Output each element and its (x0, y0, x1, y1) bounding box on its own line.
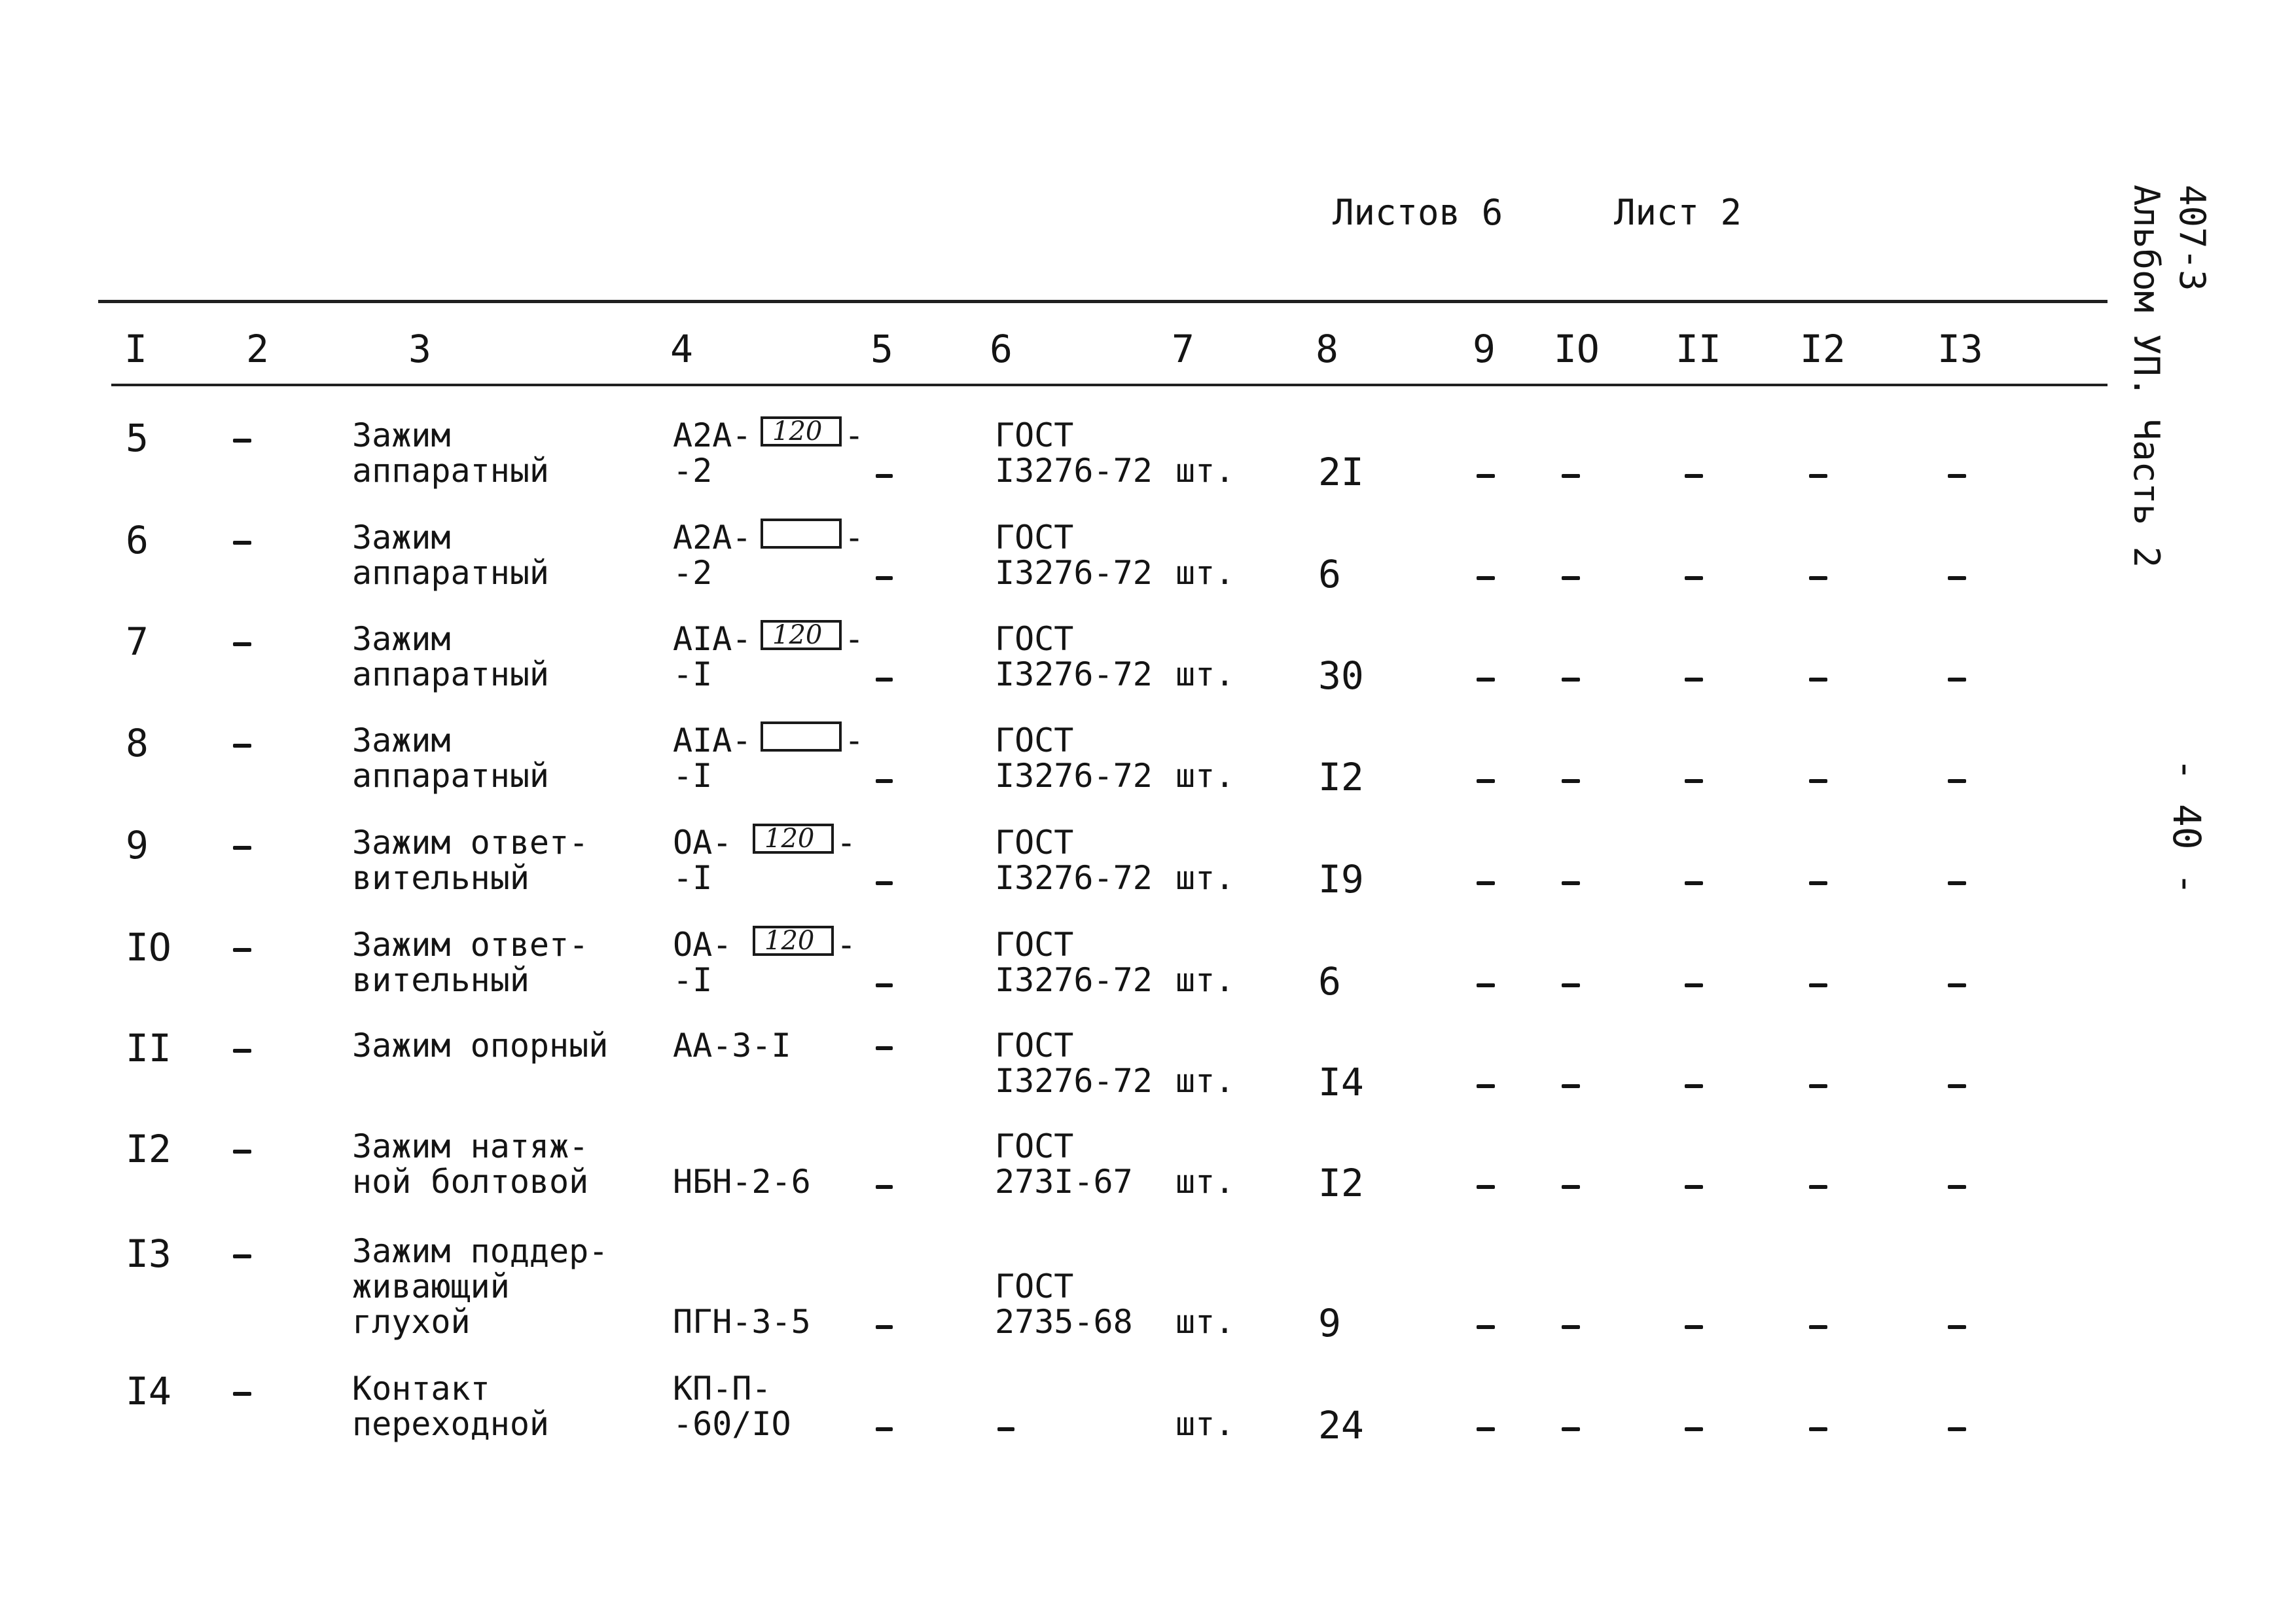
designation-size-box (761, 519, 842, 549)
col10-dash (1562, 576, 1580, 580)
standard-dash (997, 1427, 1014, 1431)
col13-dash (1948, 1325, 1966, 1329)
designation-suffix: - (836, 926, 857, 964)
column-header-10: IO (1554, 327, 1600, 371)
unit-of-measure: шт. (1175, 961, 1235, 999)
col9-dash (1477, 881, 1495, 885)
unit-of-measure: шт. (1175, 1405, 1235, 1443)
designation-suffix: - (836, 824, 857, 862)
designation-prefix: А2А- (673, 519, 752, 556)
standard-line2: I3276-72 (995, 554, 1153, 592)
standard-line1: ГОСТ (995, 926, 1074, 964)
unit-of-measure: шт. (1175, 1163, 1235, 1201)
col10-dash (1562, 678, 1580, 682)
row-position-number: IO (126, 925, 171, 970)
designation-suffix: - (844, 416, 865, 454)
quantity: I2 (1318, 755, 1364, 799)
unit-of-measure: шт. (1175, 554, 1235, 592)
standard-line1: ГОСТ (995, 416, 1074, 454)
standard-line2: 273I-67 (995, 1163, 1133, 1201)
col9-dash (1477, 576, 1495, 580)
col11-dash (1685, 1325, 1703, 1329)
designation-line1: АА-3-I (673, 1027, 791, 1065)
col5-dash (876, 1325, 893, 1329)
standard-line2: I3276-72 (995, 757, 1153, 795)
item-name-line1: Зажим (352, 416, 451, 454)
col13-dash (1948, 983, 1966, 987)
unit-of-measure: шт. (1175, 859, 1235, 897)
standard-line2: I3276-72 (995, 859, 1153, 897)
column-header-2: 2 (246, 327, 269, 371)
row-position-number: I4 (126, 1369, 171, 1413)
row-position-number: 9 (126, 823, 149, 867)
column-header-13: I3 (1937, 327, 1983, 371)
col5-dash (876, 1427, 893, 1431)
item-name-line1: Зажим (352, 519, 451, 556)
designation-size-handwritten: 120 (764, 824, 815, 854)
column-header-5: 5 (870, 327, 893, 371)
col2-dash (233, 541, 251, 545)
col10-dash (1562, 881, 1580, 885)
side-stamp-doc-number: 407-3 (2172, 185, 2213, 291)
item-name-line2: переходной (352, 1405, 550, 1443)
designation-line2: -2 (673, 554, 713, 592)
column-header-12: I2 (1800, 327, 1846, 371)
quantity: I9 (1318, 857, 1364, 902)
designation-suffix: - (844, 721, 865, 759)
quantity: 6 (1318, 552, 1341, 596)
col5-dash (876, 474, 893, 478)
side-page-number: - 40 - (2164, 758, 2209, 896)
standard-line2: I3276-72 (995, 655, 1153, 693)
designation-line1: КП-П- (673, 1370, 772, 1408)
col12-dash (1809, 779, 1827, 783)
unit-of-measure: шт. (1175, 757, 1235, 795)
col5-dash (876, 576, 893, 580)
column-header-8: 8 (1316, 327, 1338, 371)
item-name-line3: глухой (352, 1303, 471, 1341)
column-header-6: 6 (990, 327, 1013, 371)
col13-dash (1948, 576, 1966, 580)
designation-prefix: ОА- (673, 824, 732, 862)
col5-dash (876, 1185, 893, 1189)
col13-dash (1948, 1185, 1966, 1189)
item-name-line1: Зажим поддер- (352, 1232, 609, 1270)
designation-prefix: АIА- (673, 620, 752, 658)
col11-dash (1685, 474, 1703, 478)
row-position-number: 7 (126, 619, 149, 664)
col10-dash (1562, 1325, 1580, 1329)
col11-dash (1685, 983, 1703, 987)
standard-line1: ГОСТ (995, 1127, 1074, 1165)
col2-dash (233, 1254, 251, 1258)
unit-of-measure: шт. (1175, 452, 1235, 490)
column-header-1: I (124, 327, 147, 371)
col13-dash (1948, 474, 1966, 478)
col10-dash (1562, 1185, 1580, 1189)
designation-line2: -60/IO (673, 1405, 791, 1443)
col11-dash (1685, 1427, 1703, 1431)
col11-dash (1685, 881, 1703, 885)
quantity: 6 (1318, 959, 1341, 1004)
designation-prefix: А2А- (673, 416, 752, 454)
col2-dash (233, 642, 251, 646)
col13-dash (1948, 678, 1966, 682)
col5-dash (876, 1046, 893, 1050)
item-name-line2: аппаратный (352, 452, 550, 490)
item-name-line2: аппаратный (352, 757, 550, 795)
row-position-number: 8 (126, 721, 149, 765)
col13-dash (1948, 1084, 1966, 1088)
col13-dash (1948, 1427, 1966, 1431)
designation-line2: -I (673, 757, 713, 795)
row-position-number: II (126, 1026, 171, 1070)
designation-size-box (761, 721, 842, 752)
col12-dash (1809, 1325, 1827, 1329)
quantity: I4 (1318, 1060, 1364, 1104)
standard-line1: ГОСТ (995, 620, 1074, 658)
item-name-line2: ной болтовой (352, 1163, 589, 1201)
designation-size-handwritten: 120 (764, 926, 815, 956)
item-name-line1: Контакт (352, 1370, 490, 1408)
item-name-line1: Зажим (352, 721, 451, 759)
designation-line3: ПГН-3-5 (673, 1303, 811, 1341)
standard-line2: I3276-72 (995, 961, 1153, 999)
designation-size-handwritten: 120 (772, 416, 823, 447)
designation-size-handwritten: 120 (772, 620, 823, 650)
side-stamp-album: Альбом УП. Часть 2 (2126, 185, 2167, 568)
col11-dash (1685, 779, 1703, 783)
col10-dash (1562, 1084, 1580, 1088)
header-bottom-rule (111, 384, 2108, 386)
col11-dash (1685, 1185, 1703, 1189)
col9-dash (1477, 1427, 1495, 1431)
col5-dash (876, 881, 893, 885)
designation-line2: -I (673, 961, 713, 999)
col2-dash (233, 1392, 251, 1396)
col10-dash (1562, 1427, 1580, 1431)
col9-dash (1477, 678, 1495, 682)
item-name-line1: Зажим ответ- (352, 926, 589, 964)
unit-of-measure: шт. (1175, 1062, 1235, 1100)
quantity: 2I (1318, 450, 1364, 494)
row-position-number: I3 (126, 1231, 171, 1276)
standard-line3: 2735-68 (995, 1303, 1133, 1341)
col2-dash (233, 948, 251, 952)
quantity: 24 (1318, 1403, 1364, 1448)
col5-dash (876, 678, 893, 682)
quantity: I2 (1318, 1161, 1364, 1205)
row-position-number: 5 (126, 416, 149, 460)
col2-dash (233, 744, 251, 748)
col9-dash (1477, 1084, 1495, 1088)
item-name-line1: Зажим опорный (352, 1027, 609, 1065)
quantity: 9 (1318, 1301, 1341, 1345)
standard-line1: ГОСТ (995, 824, 1074, 862)
col2-dash (233, 846, 251, 850)
quantity: 30 (1318, 653, 1364, 698)
col12-dash (1809, 1084, 1827, 1088)
column-header-9: 9 (1473, 327, 1496, 371)
col10-dash (1562, 474, 1580, 478)
col11-dash (1685, 1084, 1703, 1088)
designation-prefix: АIА- (673, 721, 752, 759)
designation-line2: -I (673, 859, 713, 897)
col11-dash (1685, 576, 1703, 580)
col12-dash (1809, 1427, 1827, 1431)
col13-dash (1948, 881, 1966, 885)
unit-of-measure: шт. (1175, 1303, 1235, 1341)
column-header-11: II (1676, 327, 1721, 371)
standard-line2: ГОСТ (995, 1267, 1074, 1305)
standard-line1: ГОСТ (995, 1027, 1074, 1065)
col10-dash (1562, 983, 1580, 987)
unit-of-measure: шт. (1175, 655, 1235, 693)
col9-dash (1477, 1185, 1495, 1189)
col12-dash (1809, 983, 1827, 987)
designation-prefix: ОА- (673, 926, 732, 964)
standard-line2: I3276-72 (995, 1062, 1153, 1100)
designation-line2: -2 (673, 452, 713, 490)
col12-dash (1809, 1185, 1827, 1189)
item-name-line1: Зажим натяж- (352, 1127, 589, 1165)
column-header-7: 7 (1172, 327, 1194, 371)
row-position-number: I2 (126, 1127, 171, 1171)
col2-dash (233, 439, 251, 443)
col9-dash (1477, 779, 1495, 783)
designation-line2: НБН-2-6 (673, 1163, 811, 1201)
standard-line1: ГОСТ (995, 519, 1074, 556)
col5-dash (876, 779, 893, 783)
designation-line2: -I (673, 655, 713, 693)
col9-dash (1477, 1325, 1495, 1329)
item-name-line1: Зажим ответ- (352, 824, 589, 862)
item-name-line2: вительный (352, 859, 529, 897)
designation-suffix: - (844, 620, 865, 658)
standard-line1: ГОСТ (995, 721, 1074, 759)
col10-dash (1562, 779, 1580, 783)
col9-dash (1477, 983, 1495, 987)
sheet-current: Лист 2 (1614, 192, 1742, 233)
item-name-line2: вительный (352, 961, 529, 999)
col12-dash (1809, 474, 1827, 478)
column-header-3: 3 (408, 327, 431, 371)
item-name-line2: аппаратный (352, 554, 550, 592)
column-header-4: 4 (670, 327, 693, 371)
col9-dash (1477, 474, 1495, 478)
col2-dash (233, 1150, 251, 1154)
col2-dash (233, 1049, 251, 1053)
col12-dash (1809, 576, 1827, 580)
table-top-rule (98, 300, 2108, 303)
item-name-line2: живающий (352, 1267, 510, 1305)
item-name-line2: аппаратный (352, 655, 550, 693)
standard-line2: I3276-72 (995, 452, 1153, 490)
col12-dash (1809, 678, 1827, 682)
col11-dash (1685, 678, 1703, 682)
item-name-line1: Зажим (352, 620, 451, 658)
row-position-number: 6 (126, 518, 149, 562)
col5-dash (876, 983, 893, 987)
col13-dash (1948, 779, 1966, 783)
col12-dash (1809, 881, 1827, 885)
sheet-total: Листов 6 (1333, 192, 1503, 233)
designation-suffix: - (844, 519, 865, 556)
